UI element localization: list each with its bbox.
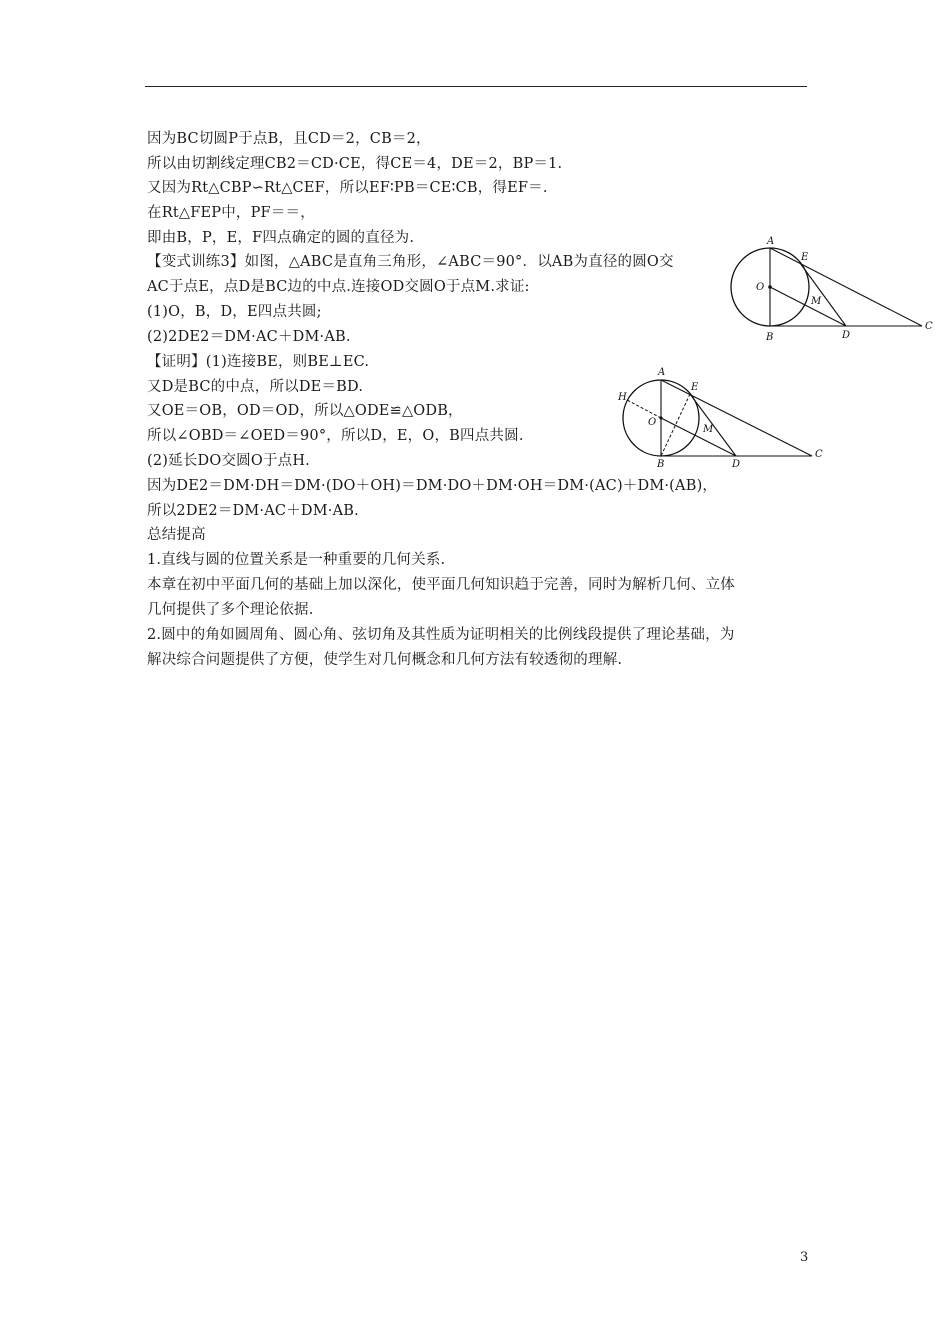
text-line: 所以2DE2＝DM·AC＋DM·AB. — [147, 503, 359, 519]
label-m: M — [703, 424, 714, 435]
geometry-figure-2 — [612, 362, 830, 470]
text-line: 即由B，P，E，F四点确定的圆的直径为. — [147, 230, 415, 246]
text-line: 解决综合问题提供了方便，使学生对几何概念和几何方法有较透彻的理解. — [147, 652, 623, 668]
label-b: B — [657, 459, 665, 470]
text-line: 又D是BC的中点，所以DE＝BD. — [147, 379, 364, 395]
label-e: E — [801, 252, 809, 263]
text-line: 本章在初中平面几何的基础上加以深化，使平面几何知识趋于完善，同时为解析几何、立体 — [147, 577, 735, 593]
text-line: 所以∠OBD＝∠OED＝90°，所以D，E，O，B四点共圆. — [147, 428, 524, 444]
label-m: M — [811, 296, 822, 307]
label-c: C — [925, 321, 933, 332]
label-c: C — [815, 449, 823, 460]
label-d: D — [842, 330, 851, 341]
text-line: 因为BC切圆P于点B，且CD＝2，CB＝2， — [147, 131, 431, 147]
text-line: 所以由切割线定理CB2＝CD·CE，得CE＝4，DE＝2，BP＝1. — [147, 156, 563, 172]
label-h: H — [618, 392, 627, 403]
text-line: 【变式训练3】如图，△ABC是直角三角形，∠ABC＝90°．以AB为直径的圆O交 — [147, 254, 674, 270]
label-o: O — [756, 282, 765, 293]
text-line: (1)O，B，D，E四点共圆; — [147, 304, 322, 320]
text-line: 总结提高 — [147, 527, 206, 543]
text-line: 又OE＝OB，OD＝OD，所以△ODE≌△ODB， — [147, 403, 463, 419]
text-line: AC于点E，点D是BC边的中点.连接OD交圆O于点M.求证: — [147, 279, 530, 295]
label-e: E — [691, 382, 699, 393]
label-d: D — [732, 459, 741, 470]
text-line: 1.直线与圆的位置关系是一种重要的几何关系. — [147, 552, 446, 568]
text-line: 【证明】(1)连接BE，则BE⊥EC. — [147, 354, 370, 370]
geometry-figure-1 — [722, 232, 944, 348]
text-line: 因为DE2＝DM·DH＝DM·(DO＋OH)＝DM·DO＋DM·OH＝DM·(AC)＋DM·(AB)， — [147, 478, 718, 494]
text-line: 2.圆中的角如圆周角、圆心角、弦切角及其性质为证明相关的比例线段提供了理论基础，为 — [147, 627, 735, 643]
text-line: 几何提供了多个理论依据. — [147, 602, 314, 618]
label-b: B — [766, 332, 774, 343]
text-line: 又因为Rt△CBP∽Rt△CEF，所以EF∶PB＝CE∶CB，得EF＝. — [147, 180, 548, 196]
text-line: (2)2DE2＝DM·AC＋DM·AB. — [147, 329, 351, 345]
page-number: 3 — [800, 1250, 809, 1265]
header-rule — [145, 86, 807, 87]
label-o: O — [648, 417, 657, 428]
label-a: A — [767, 236, 775, 247]
label-a: A — [658, 367, 666, 378]
text-line: (2)延长DO交圆O于点H. — [147, 453, 310, 469]
text-line: 在Rt△FEP中，PF＝＝， — [147, 205, 315, 221]
